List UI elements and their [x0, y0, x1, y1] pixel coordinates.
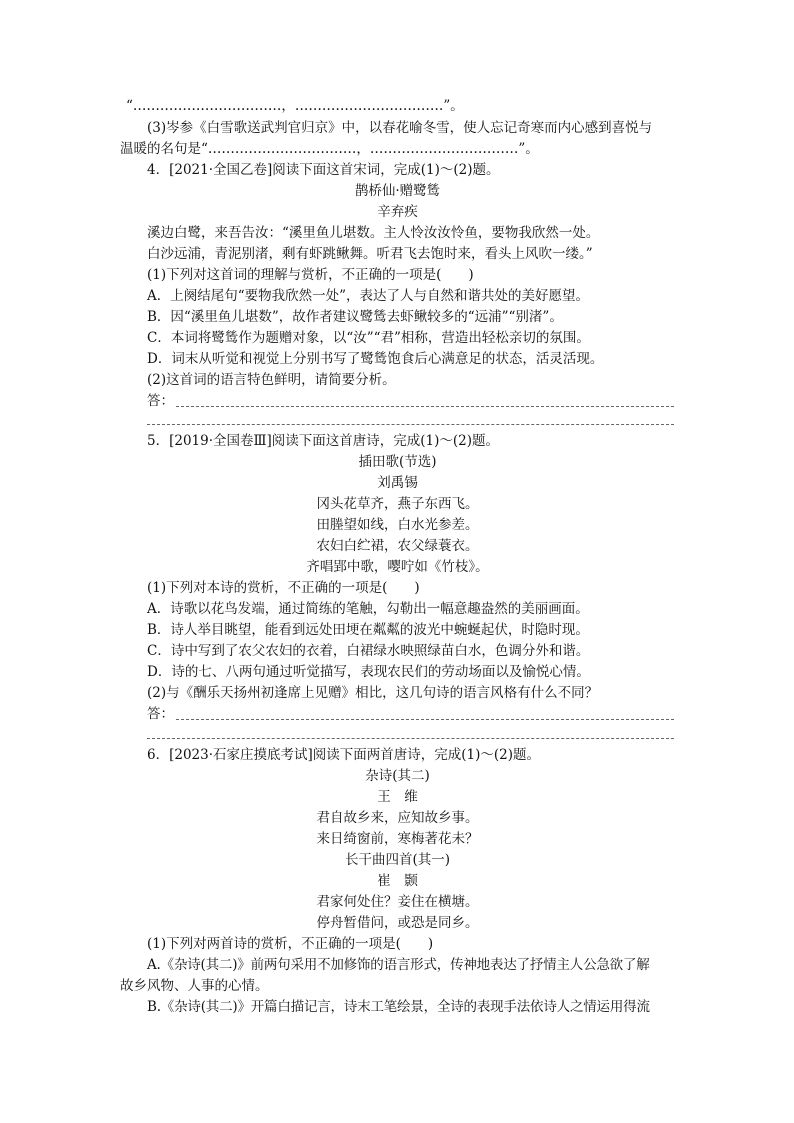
subquestion-2: (2)这首词的语言特色鲜明，请简要分析。 — [147, 372, 396, 388]
poem-author: 辛弃疾 — [377, 204, 418, 220]
question-5-stem: 5．[2019·全国卷Ⅲ]阅读下面这首唐诗，完成(1)～(2)题。 — [147, 433, 500, 449]
poem-author: 刘禹锡 — [377, 475, 418, 491]
poem-line: 停舟暂借问，或恐是同乡。 — [316, 915, 479, 931]
poem-title: 杂诗(其二) — [365, 768, 430, 784]
poem-line: 齐唱郢中歌，嘤咛如《竹枝》。 — [306, 559, 489, 575]
subquestion-1: (1)下列对这首词的理解与赏析，不正确的一项是( ) — [147, 267, 474, 283]
poem-line: 农妇白纻裙，农父绿蓑衣。 — [316, 538, 479, 554]
option-a: A．诗歌以花鸟发端，通过简练的笔触，勾勒出一幅意趣盎然的美丽画面。 — [147, 601, 589, 617]
answer-line[interactable] — [176, 406, 674, 407]
poem-line: 来日绮窗前，寒梅著花未？ — [316, 831, 479, 847]
poem-line: 冈头花草齐，燕子东西飞。 — [316, 496, 479, 512]
option-c: C．诗中写到了农父农妇的衣着，白裙绿水映照绿苗白水，色调分外和谐。 — [147, 643, 590, 659]
subquestion-2: (2)与《酬乐天扬州初逢席上见赠》相比，这几句诗的语言风格有什么不同？ — [147, 685, 599, 701]
poem-title: 长干曲四首(其一) — [344, 852, 451, 868]
question-3-text: (3)岑参《白雪歌送武判官归京》中，以春花喻冬雪，使人忘记奇寒而内心感到喜悦与 — [147, 120, 653, 136]
option-b: B.《杂诗(其二)》开篇白描记言，诗末工笔绘景，全诗的表现手法依诗人之情运用得流 — [147, 999, 650, 1015]
poem-line: 君家何处住？妾住在横塘。 — [316, 894, 479, 910]
answer-line[interactable] — [147, 424, 674, 425]
subquestion-1: (1)下列对本诗的赏析，不正确的一项是( ) — [147, 580, 420, 596]
question-4-stem: 4．[2021·全国乙卷]阅读下面这首宋词，完成(1)～(2)题。 — [147, 162, 500, 178]
poem-title: 鹊桥仙·赠鹭鸶 — [354, 183, 441, 199]
question-3-text-cont: 温暖的名句是“……………………………，……………………………”。 — [120, 141, 539, 157]
answer-line[interactable] — [176, 719, 674, 720]
poem-line: 白沙远浦，青泥别渚，剩有虾跳鳅舞。听君飞去饱时来，看头上风吹一缕。” — [147, 246, 593, 262]
answer-label: 答： — [147, 393, 174, 409]
option-c: C．本词将鹭鸶作为题赠对象，以“汝”“君”相称，营造出轻松亲切的氛围。 — [147, 330, 590, 346]
poem-line: 溪边白鹭，来吾告汝：“溪里鱼儿堪数。主人怜汝汝怜鱼，要物我欣然一处。 — [147, 225, 600, 241]
poem-author: 王 维 — [377, 789, 418, 805]
option-b: B．诗人举目眺望，能看到远处田埂在粼粼的波光中蜿蜒起伏，时隐时现。 — [147, 622, 589, 638]
option-a-cont: 故乡风物、人事的心情。 — [120, 978, 269, 994]
option-d: D．诗的七、八两句通过听觉描写，表现农民们的劳动场面以及愉悦心情。 — [147, 664, 590, 680]
option-a: A.《杂诗(其二)》前两句采用不加修饰的语言形式，传神地表达了抒情主人公急欲了解 — [147, 957, 650, 973]
option-a: A．上阕结尾句“要物我欣然一处”，表达了人与自然和谐共处的美好愿望。 — [147, 288, 590, 304]
answer-line[interactable] — [147, 738, 674, 739]
poem-line: 君自故乡来，应知故乡事。 — [316, 810, 479, 826]
poem-line: 田塍望如线，白水光参差。 — [316, 517, 479, 533]
poem-author: 崔 颢 — [377, 873, 418, 889]
subquestion-1: (1)下列对两首诗的赏析，不正确的一项是( ) — [147, 936, 434, 952]
poem-title: 插田歌(节选) — [358, 454, 437, 470]
option-b: B．因“溪里鱼儿堪数”，故作者建议鹭鸶去虾鳅较多的“远浦”“别渚”。 — [147, 309, 563, 325]
answer-label: 答： — [147, 706, 174, 722]
option-d: D．词末从听觉和视觉上分别书写了鹭鸶饱食后心满意足的状态，活灵活现。 — [147, 351, 604, 367]
question-6-stem: 6．[2023·石家庄摸底考试]阅读下面两首唐诗，完成(1)～(2)题。 — [147, 747, 541, 763]
blank-line-prev: “……………………………，……………………………”。 — [126, 98, 464, 114]
